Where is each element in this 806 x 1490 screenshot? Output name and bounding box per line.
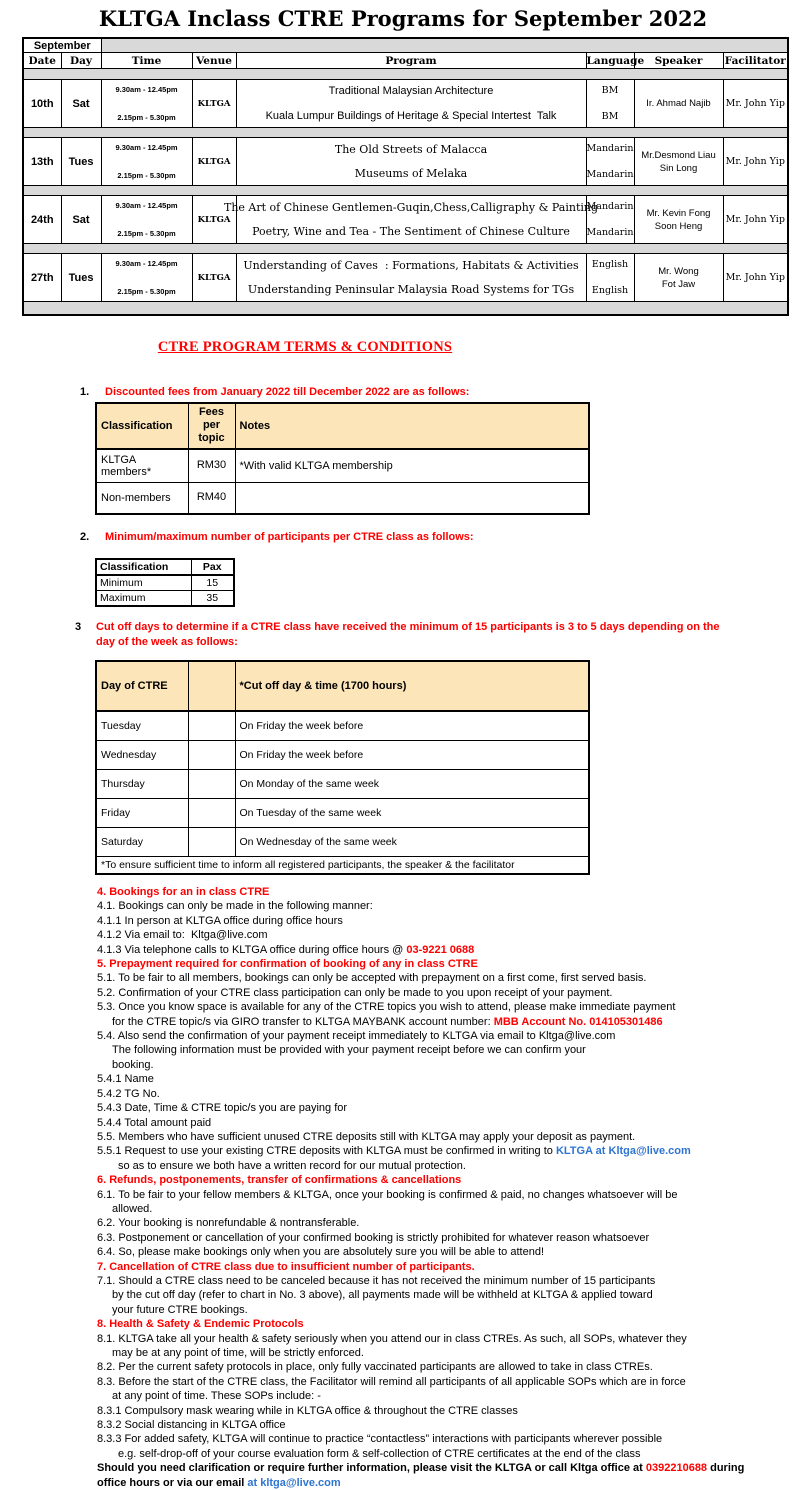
text-segment: 5. Prepayment required for confirmation of booking of any in class CTRE [97, 958, 478, 971]
cutoff-table [95, 660, 590, 875]
venue-cell: KLTGA [192, 138, 236, 186]
terms-line [97, 1447, 806, 1461]
venue-cell: KLTGA [192, 196, 236, 244]
terms-line [97, 1432, 806, 1446]
date-cell: 24th [23, 196, 61, 244]
separator-band [23, 244, 788, 254]
text-segment: 0392210688 [645, 1462, 708, 1475]
cutoff-rule: On Friday the week before [235, 711, 589, 741]
text-segment: 5.5. Members who have sufficient unused CTRE deposits still with KLTGA may apply your deposit as payment. [97, 1130, 636, 1143]
month-row-filler [101, 38, 788, 53]
terms-line [97, 1346, 806, 1360]
terms-line [97, 914, 806, 928]
date-cell: 13th [23, 138, 61, 186]
day-cell: Tues [61, 254, 101, 302]
language-label: Mandarin [586, 227, 634, 238]
separator-row [23, 302, 788, 316]
terms-line [97, 1087, 806, 1101]
column-header: Speaker [634, 53, 723, 69]
text-segment: 8.1. KLTGA take all your health & safety seriously when you attend our in class CTREs. As such, all SOPs, whatever they [97, 1332, 687, 1345]
program-title: Understanding of Caves : Formations, Habitats & Activities [243, 259, 579, 272]
fees-classification: Non-members [96, 482, 188, 514]
time-slot: 2.15pm - 5.30pm [117, 113, 176, 122]
terms-heading: CTRE PROGRAM TERMS & CONDITIONS [157, 339, 453, 355]
language-label: BM [601, 85, 619, 96]
terms-line [97, 1173, 806, 1187]
cutoff-rule: On Monday of the same week [235, 770, 589, 799]
column-header: Language [586, 54, 645, 67]
pax-value: 15 [191, 575, 234, 591]
terms-line [97, 1015, 806, 1029]
program-title: The Old Streets of Malacca [334, 143, 488, 156]
text-segment: 5.4.2 TG No. [97, 1087, 160, 1100]
fees-note: *With valid KLTGA membership [235, 449, 589, 483]
speaker-cell [634, 138, 723, 186]
time-cell [101, 254, 192, 302]
pax-header-classification: Classification [96, 559, 191, 575]
fees-body [96, 403, 589, 514]
text-segment: 5.4.3 Date, Time & CTRE topic/s you are paying for [97, 1102, 348, 1115]
language-label: Mandarin [586, 143, 634, 154]
cutoff-empty [188, 799, 235, 828]
page-title: KLTGA Inclass CTRE Programs for September 2022 [98, 6, 708, 31]
item-number: 1. [80, 386, 90, 398]
text-segment: 5.3. Once you know space is available for any of the CTRE topics you wish to attend, please make immediate payment [97, 1001, 676, 1014]
day-cell: Tues [61, 138, 101, 186]
fees-row [96, 449, 589, 483]
terms-line [97, 1029, 806, 1043]
terms-line [97, 957, 806, 971]
pax-row [96, 575, 234, 591]
cutoff-header-day: Day of CTRE [96, 661, 188, 711]
language-split [587, 138, 634, 185]
fees-classification: KLTGA members* [96, 449, 188, 483]
time-slot: 9.30am - 12.45pm [115, 143, 178, 152]
terms-line [97, 1476, 806, 1490]
text-segment: 4.1.2 Via email to: Kltga@live.com [97, 929, 268, 942]
item-number: 2. [80, 530, 90, 543]
terms-line [97, 1288, 806, 1302]
terms-line [97, 1375, 806, 1389]
fees-header-classification: Classification [96, 403, 188, 449]
text-segment: for the CTRE topic/s via GIRO transfer to KLTGA MAYBANK account number: [112, 1015, 494, 1028]
cutoff-body [96, 661, 589, 874]
text-segment: 6.2. Your booking is nonrefundable & nontransferable. [97, 1217, 360, 1230]
terms-line [97, 1188, 806, 1202]
terms-line [97, 1360, 806, 1374]
terms-line [97, 1216, 806, 1230]
text-segment: 4.1.1 In person at KLTGA office during office hours [97, 914, 343, 927]
terms-line [97, 1043, 806, 1057]
separator-band [23, 186, 788, 196]
terms-item-1 [80, 385, 806, 400]
language-label: BM [601, 111, 619, 122]
program-split [224, 196, 599, 243]
separator-row [23, 128, 788, 138]
program-title: The Art of Chinese Gentlemen-Guqin,Chess,Calligraphy & Painting [224, 201, 599, 214]
program-title: Traditional Malaysian Architecture [328, 85, 494, 97]
text-segment: The following information must be provided with your payment receipt before we can confirm your [112, 1044, 586, 1057]
terms-line [97, 1101, 806, 1115]
terms-line [97, 1389, 806, 1403]
pax-row [96, 591, 234, 607]
terms-line [97, 1317, 806, 1331]
time-slot: 9.30am - 12.45pm [115, 85, 178, 94]
schedule-row [23, 80, 788, 128]
cutoff-empty [188, 828, 235, 857]
speaker-name: Mr. Wong [658, 265, 699, 277]
column-header: Venue [192, 53, 236, 69]
language-label: English [591, 285, 629, 296]
terms-line [97, 1418, 806, 1432]
text-segment: 8.3.1 Compulsory mask wearing while in KLTGA office & throughout the CTRE classes [97, 1404, 518, 1417]
cutoff-day: Wednesday [96, 741, 188, 770]
terms-line [97, 943, 806, 957]
terms-line [97, 1303, 806, 1317]
separator-band [23, 302, 788, 316]
terms-line [97, 1404, 806, 1418]
cutoff-row [96, 799, 589, 828]
terms-line [97, 1058, 806, 1072]
item-number: 3 [75, 621, 82, 633]
text-segment: 5.5.1 Request to use your existing CTRE deposits with KLTGA must be confirmed in writing to [97, 1145, 556, 1158]
time-slot: 9.30am - 12.45pm [115, 201, 178, 210]
facilitator-cell: Mr. John Yip [723, 138, 788, 186]
column-header: Facilitator [723, 53, 788, 69]
fees-header-row [96, 403, 589, 449]
terms-line [97, 1000, 806, 1014]
time-cell [101, 196, 192, 244]
program-title: Understanding Peninsular Malaysia Road Systems for TGs [247, 283, 575, 296]
cutoff-footnote: *To ensure sufficient time to inform all registered participants, the speaker & the facilitator [96, 857, 589, 875]
venue-cell: KLTGA [192, 80, 236, 128]
program-cell [236, 254, 586, 302]
separator-row [23, 186, 788, 196]
speaker-name: Soon Heng [654, 220, 703, 232]
text-segment: 8. Health & Safety & Endemic Protocols [97, 1318, 304, 1331]
text-segment: allowed. [112, 1202, 153, 1215]
cutoff-footnote-row [96, 857, 589, 875]
time-slot: 9.30am - 12.45pm [115, 259, 178, 268]
language-split [587, 196, 634, 243]
fees-amount: RM40 [188, 482, 235, 514]
cutoff-row [96, 711, 589, 741]
time-slot: 2.15pm - 5.30pm [117, 287, 176, 296]
pax-body [96, 559, 234, 606]
speaker-name: Mr. Kevin Fong [646, 207, 711, 219]
speaker-cell [634, 196, 723, 244]
text-segment: 8.3. Before the start of the CTRE class, the Facilitator will remind all participants of all applicable SOPs which are in force [97, 1375, 686, 1388]
time-split [102, 196, 192, 243]
schedule-body [23, 38, 788, 315]
facilitator-cell: Mr. John Yip [723, 254, 788, 302]
text-segment: 5.4.1 Name [97, 1073, 154, 1086]
terms-line [97, 1461, 806, 1475]
item-text: Minimum/maximum number of participants per CTRE class as follows: [105, 530, 474, 543]
cutoff-row [96, 741, 589, 770]
fees-header-notes: Notes [235, 403, 589, 449]
speaker-name: Sin Long [659, 162, 698, 174]
program-split [237, 80, 586, 127]
terms-line [97, 1260, 806, 1274]
terms-line [97, 1332, 806, 1346]
text-segment: so as to ensure we both have a written record for our mutual protection. [118, 1159, 466, 1172]
text-segment: by the cut off day (refer to chart in No. 3 above), all payments made will be withheld at KLTGA & applied toward [112, 1289, 653, 1302]
schedule-header-row [23, 53, 788, 69]
language-split [587, 80, 634, 127]
item-text: Cut off days to determine if a CTRE class have received the minimum of 15 participants is 3 to 5 days depending on the day of the week as follows: [96, 621, 720, 648]
speaker-cell [634, 80, 723, 128]
cutoff-rule: On Tuesday of the same week [235, 799, 589, 828]
month-label: September [23, 38, 101, 53]
speaker-name: Mr.Desmond Liau [641, 149, 716, 161]
speaker-cell [634, 254, 723, 302]
time-slot: 2.15pm - 5.30pm [117, 171, 176, 180]
separator-row [23, 69, 788, 80]
time-cell [101, 138, 192, 186]
cutoff-header-cutoff: *Cut off day & time (1700 hours) [235, 661, 589, 711]
terms-line [97, 1274, 806, 1288]
pax-label: Maximum [96, 591, 191, 607]
language-cell [586, 138, 634, 186]
cutoff-row [96, 770, 589, 799]
speaker-name: Fot Jaw [661, 278, 696, 290]
cutoff-header-row [96, 661, 589, 711]
cutoff-empty [188, 711, 235, 741]
terms-body [97, 885, 806, 1490]
fees-note [235, 482, 589, 514]
schedule-row [23, 254, 788, 302]
terms-line [97, 885, 806, 899]
schedule-table [22, 37, 789, 316]
time-split [102, 138, 192, 185]
separator-band [23, 69, 788, 80]
text-segment: 6.3. Postponement or cancellation of your confirmed booking is strictly prohibited for whatever reason whatsoever [97, 1231, 650, 1244]
language-split [587, 254, 634, 301]
text-segment: at any point of time. These SOPs include: - [112, 1390, 321, 1403]
cutoff-rule: On Wednesday of the same week [235, 828, 589, 857]
terms-line [97, 1116, 806, 1130]
terms-line [97, 1231, 806, 1245]
fees-row [96, 482, 589, 514]
terms-line [97, 971, 806, 985]
text-segment: may be at any point of time, will be strictly enforced. [112, 1347, 364, 1359]
terms-item-2 [80, 530, 806, 545]
program-cell [236, 80, 586, 128]
text-segment: your future CTRE bookings. [112, 1303, 248, 1316]
text-segment: during [707, 1462, 745, 1475]
fees-header-fees-per-topic: Fees per topic [188, 403, 235, 449]
text-segment: Should you need clarification or require further information, please visit the KLTGA or call Kltga office at [97, 1462, 646, 1475]
terms-line [97, 986, 806, 1000]
text-segment: 5.1. To be fair to all members, bookings can only be accepted with prepayment on a first come, first served basis. [97, 972, 647, 985]
text-segment: MBB Account No. 014105301486 [493, 1015, 663, 1028]
day-cell: Sat [61, 196, 101, 244]
pax-value: 35 [191, 591, 234, 607]
cutoff-row [96, 828, 589, 857]
separator-row [23, 244, 788, 254]
program-split [237, 138, 586, 185]
cutoff-header-empty [188, 661, 235, 711]
program-split [237, 254, 586, 301]
cutoff-rule: On Friday the week before [235, 741, 589, 770]
cutoff-empty [188, 741, 235, 770]
text-segment: 5.4.4 Total amount paid [97, 1116, 212, 1129]
column-header: Date [23, 53, 61, 69]
pax-label: Minimum [96, 575, 191, 591]
day-cell: Sat [61, 80, 101, 128]
terms-line [97, 1202, 806, 1216]
date-cell: 10th [23, 80, 61, 128]
cutoff-day: Thursday [96, 770, 188, 799]
text-segment: 8.3.2 Social distancing in KLTGA office [97, 1419, 286, 1432]
text-segment: 4.1. Bookings can only be made in the following manner: [97, 900, 373, 913]
text-segment: office hours or via our email [97, 1476, 248, 1489]
item-text: Discounted fees from January 2022 till December 2022 are as follows: [105, 386, 470, 398]
terms-line [97, 1130, 806, 1144]
terms-line [97, 928, 806, 942]
fees-amount: RM30 [188, 449, 235, 483]
text-segment: at kltga@live.com [247, 1476, 341, 1489]
text-segment: 8.3.3 For added safety, KLTGA will continue to practice “contactless” interactions with participants wherever possible [97, 1433, 663, 1446]
time-split [102, 80, 192, 127]
text-segment: e.g. self-drop-off of your course evaluation form & self-collection of CTRE certificates at the end of the class [118, 1447, 641, 1460]
text-segment: 6.4. So, please make bookings only when you are absolutely sure you will be able to attend! [97, 1246, 544, 1259]
cutoff-day: Tuesday [96, 711, 188, 741]
pax-table [95, 558, 235, 607]
time-slot: 2.15pm - 5.30pm [117, 229, 176, 238]
column-header: Day [61, 53, 101, 69]
cutoff-empty [188, 770, 235, 799]
column-header: Time [101, 53, 192, 69]
language-label: English [591, 259, 629, 270]
terms-line [97, 899, 806, 913]
program-cell [224, 196, 599, 244]
language-cell [586, 80, 634, 128]
date-cell: 27th [23, 254, 61, 302]
venue-cell: KLTGA [192, 254, 236, 302]
terms-line [97, 1245, 806, 1259]
month-row [23, 38, 788, 53]
schedule-row [23, 196, 788, 244]
speaker-name: Ir. Ahmad Najib [646, 98, 711, 109]
text-segment: 5.2. Confirmation of your CTRE class participation can only be made to you upon receipt of your payment. [97, 986, 613, 999]
text-segment: 8.2. Per the current safety protocols in place, only fully vaccinated participants are allowed to take in class CTREs. [97, 1361, 653, 1374]
text-segment: booking. [112, 1058, 154, 1071]
time-split [102, 254, 192, 301]
text-segment: 7. Cancellation of CTRE class due to insufficient number of participants. [97, 1260, 475, 1273]
terms-line [97, 1144, 806, 1158]
language-cell [586, 254, 634, 302]
terms-line [97, 1159, 806, 1173]
text-segment: 03-9221 0688 [406, 943, 475, 956]
column-header: Program [236, 53, 586, 69]
terms-line [97, 1072, 806, 1086]
program-title: Kuala Lumpur Buildings of Heritage & Special Intertest Talk [265, 110, 557, 122]
terms-item-3 [75, 620, 806, 649]
cutoff-day: Friday [96, 799, 188, 828]
program-title: Poetry, Wine and Tea - The Sentiment of Chinese Culture [252, 225, 570, 238]
text-segment: 6.1. To be fair to your fellow members & KLTGA, once your booking is confirmed & paid, no changes whatsoever will be [97, 1188, 678, 1201]
text-segment: 4. Bookings for an in class CTRE [97, 886, 270, 898]
language-cell [586, 196, 634, 244]
pax-header-row [96, 559, 234, 575]
text-segment: 6. Refunds, postponements, transfer of confirmations & cancellations [97, 1174, 462, 1187]
text-segment: 7.1. Should a CTRE class need to be canceled because it has not received the minimum number of 15 participants [97, 1274, 656, 1287]
schedule-row [23, 138, 788, 186]
text-segment: 5.4. Also send the confirmation of your payment receipt immediately to KLTGA via email to Kltga@live.com [97, 1030, 616, 1043]
language-label: Mandarin [586, 201, 634, 212]
facilitator-cell: Mr. John Yip [723, 80, 788, 128]
text-segment: KLTGA at Kltga@live.com [555, 1145, 691, 1158]
program-title: Museums of Melaka [354, 167, 468, 180]
program-cell [236, 138, 586, 186]
fees-table [95, 402, 590, 515]
text-segment: 4.1.3 Via telephone calls to KLTGA office during office hours @ [97, 943, 407, 956]
time-cell [101, 80, 192, 128]
separator-band [23, 128, 788, 138]
language-label: Mandarin [586, 169, 634, 180]
pax-header-pax: Pax [191, 559, 234, 575]
facilitator-cell: Mr. John Yip [723, 196, 788, 244]
cutoff-day: Saturday [96, 828, 188, 857]
